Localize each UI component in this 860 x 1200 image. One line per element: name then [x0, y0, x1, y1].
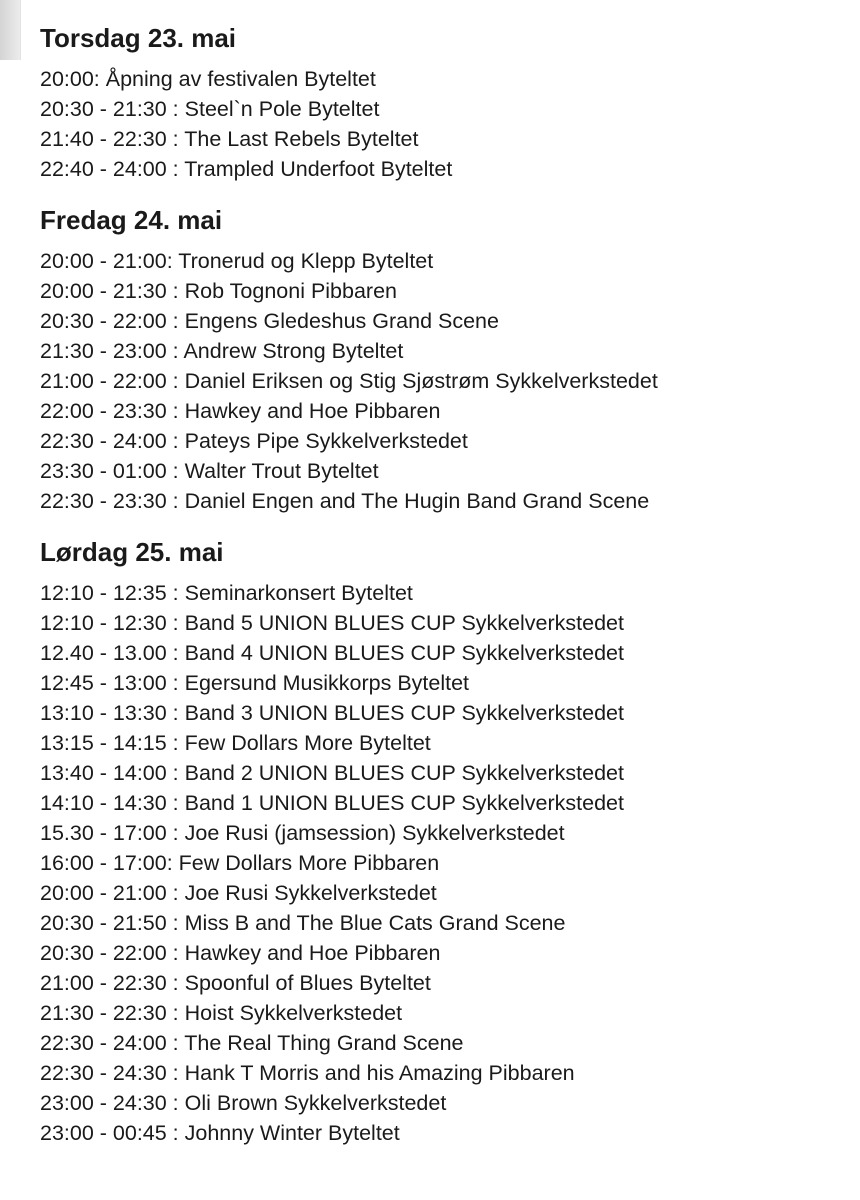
event-item: 14:10 - 14:30 : Band 1 UNION BLUES CUP Sykkelverkstedet [40, 791, 624, 815]
festival-schedule [40, 22, 840, 1148]
event-item: 21:40 - 22:30 : The Last Rebels Byteltet [40, 127, 419, 151]
event-item: 22:30 - 24:30 : Hank T Morris and his Amazing Pibbaren [40, 1061, 575, 1085]
event-item: 21:00 - 22:00 : Daniel Eriksen og Stig Sjøstrøm Sykkelverkstedet [40, 369, 658, 393]
event-item: 20:30 - 21:30 : Steel`n Pole Byteltet [40, 97, 380, 121]
event-item: 21:30 - 22:30 : Hoist Sykkelverkstedet [40, 1001, 403, 1025]
event-item: 20:30 - 22:00 : Engens Gledeshus Grand Scene [40, 309, 499, 333]
event-item: 20:00 - 21:30 : Rob Tognoni Pibbaren [40, 279, 398, 303]
event-item: 21:30 - 23:00 : Andrew Strong Byteltet [40, 339, 404, 363]
day-thursday [40, 22, 840, 184]
day-title: Torsdag 23. mai [40, 23, 237, 53]
event-item: 13:15 - 14:15 : Few Dollars More Byteltet [40, 731, 431, 755]
event-item: 22:30 - 24:00 : The Real Thing Grand Scene [40, 1031, 464, 1055]
event-item: 12.40 - 13.00 : Band 4 UNION BLUES CUP Sykkelverkstedet [40, 641, 624, 665]
event-item: 13:40 - 14:00 : Band 2 UNION BLUES CUP Sykkelverkstedet [40, 761, 624, 785]
event-item: 12:10 - 12:30 : Band 5 UNION BLUES CUP Sykkelverkstedet [40, 611, 624, 635]
event-item: 12:10 - 12:35 : Seminarkonsert Byteltet [40, 581, 413, 605]
event-list [40, 64, 840, 184]
day-friday [40, 204, 840, 516]
event-list [40, 578, 840, 1148]
event-list [40, 246, 840, 516]
event-item: 16:00 - 17:00: Few Dollars More Pibbaren [40, 851, 440, 875]
event-item: 20:00 - 21:00: Tronerud og Klepp Byteltet [40, 249, 434, 273]
event-item: 22:30 - 23:30 : Daniel Engen and The Hugin Band Grand Scene [40, 489, 650, 513]
event-item: 20:00 - 21:00 : Joe Rusi Sykkelverkstedet [40, 881, 437, 905]
event-item: 22:40 - 24:00 : Trampled Underfoot Byteltet [40, 157, 453, 181]
event-item: 22:30 - 24:00 : Pateys Pipe Sykkelverkstedet [40, 429, 468, 453]
day-title: Lørdag 25. mai [40, 537, 224, 567]
event-item: 20:00: Åpning av festivalen Byteltet [40, 67, 376, 91]
event-item: 22:00 - 23:30 : Hawkey and Hoe Pibbaren [40, 399, 441, 423]
event-item: 21:00 - 22:30 : Spoonful of Blues Byteltet [40, 971, 431, 995]
page-corner-tab [0, 0, 21, 60]
event-item: 15.30 - 17:00 : Joe Rusi (jamsession) Sykkelverkstedet [40, 821, 565, 845]
event-item: 20:30 - 22:00 : Hawkey and Hoe Pibbaren [40, 941, 441, 965]
event-item: 20:30 - 21:50 : Miss B and The Blue Cats Grand Scene [40, 911, 566, 935]
event-item: 23:00 - 00:45 : Johnny Winter Byteltet [40, 1121, 400, 1145]
day-saturday [40, 536, 840, 1148]
event-item: 13:10 - 13:30 : Band 3 UNION BLUES CUP Sykkelverkstedet [40, 701, 624, 725]
day-title: Fredag 24. mai [40, 205, 223, 235]
event-item: 12:45 - 13:00 : Egersund Musikkorps Byteltet [40, 671, 470, 695]
event-item: 23:00 - 24:30 : Oli Brown Sykkelverkstedet [40, 1091, 447, 1115]
event-item: 23:30 - 01:00 : Walter Trout Byteltet [40, 459, 379, 483]
